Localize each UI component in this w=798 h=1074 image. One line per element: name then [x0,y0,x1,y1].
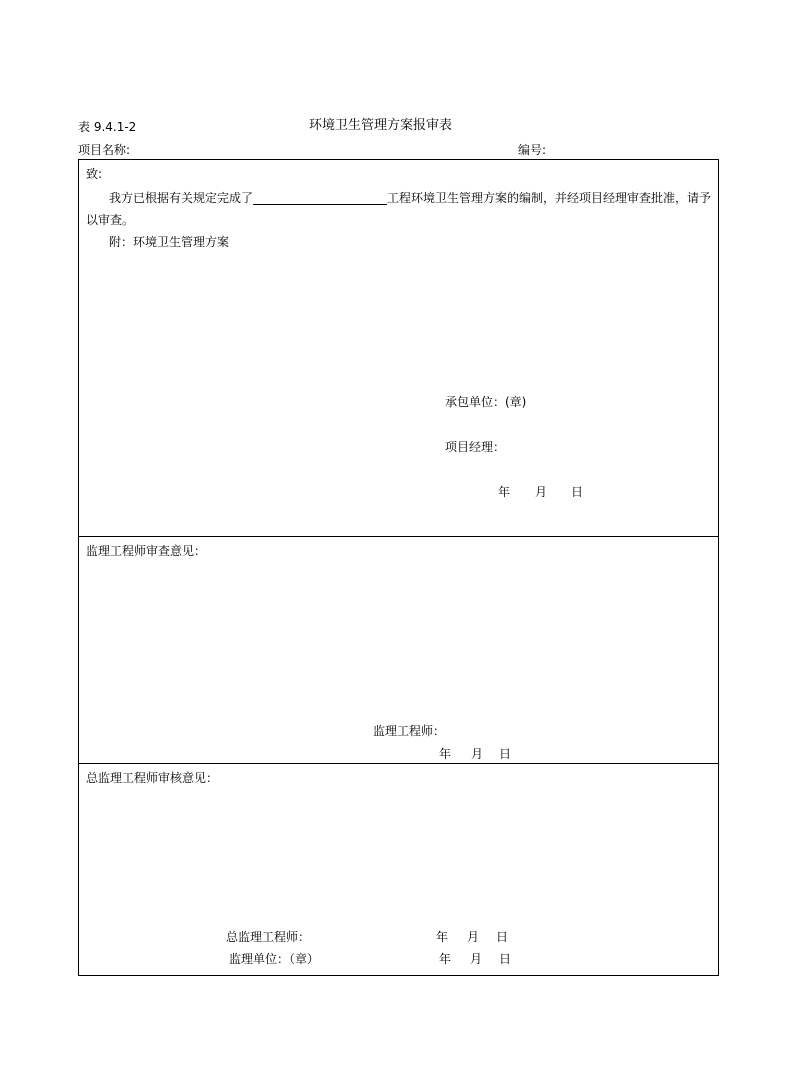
statement-line2: 以审查。 [86,213,135,227]
section-divider-2 [78,763,719,764]
date-year: 年 [439,747,452,761]
project-name-blank[interactable] [253,192,387,205]
form-table [78,159,719,976]
date-year: 年 [439,952,452,966]
date-day: 日 [571,485,584,499]
date-year: 年 [436,930,449,944]
project-name-label: 项目名称: [78,143,131,157]
date-day: 日 [499,747,512,761]
contractor-label: 承包单位：(章) [445,395,527,409]
date-month: 月 [467,930,480,944]
chief-opinion-label: 总监理工程师审核意见： [86,771,219,785]
statement-part1: 我方已根据有关规定完成了 [109,191,254,205]
serial-number-label: 编号: [518,143,547,157]
date-month: 月 [470,952,483,966]
date-month: 月 [535,485,548,499]
submission-statement [109,191,711,205]
project-manager-label: 项目经理： [445,440,506,454]
engineer-opinion-label: 监理工程师审查意见： [86,544,207,558]
engineer-label: 监理工程师： [373,724,446,738]
supervision-unit-label: 监理单位：（章） [229,952,320,966]
date-day: 日 [499,952,512,966]
table-number: 表 9.4.1-2 [78,120,137,134]
to-label: 致: [86,167,103,181]
statement-part2: 工程环境卫生管理方案的编制，并经项目经理审查批准，请予 [387,191,712,205]
date-year: 年 [498,485,511,499]
attachment-note: 附：环境卫生管理方案 [109,235,230,249]
chief-engineer-label: 总监理工程师： [226,930,311,944]
section-divider-1 [78,536,719,537]
date-day: 日 [496,930,509,944]
form-title: 环境卫生管理方案报审表 [309,118,453,133]
date-month: 月 [471,747,484,761]
